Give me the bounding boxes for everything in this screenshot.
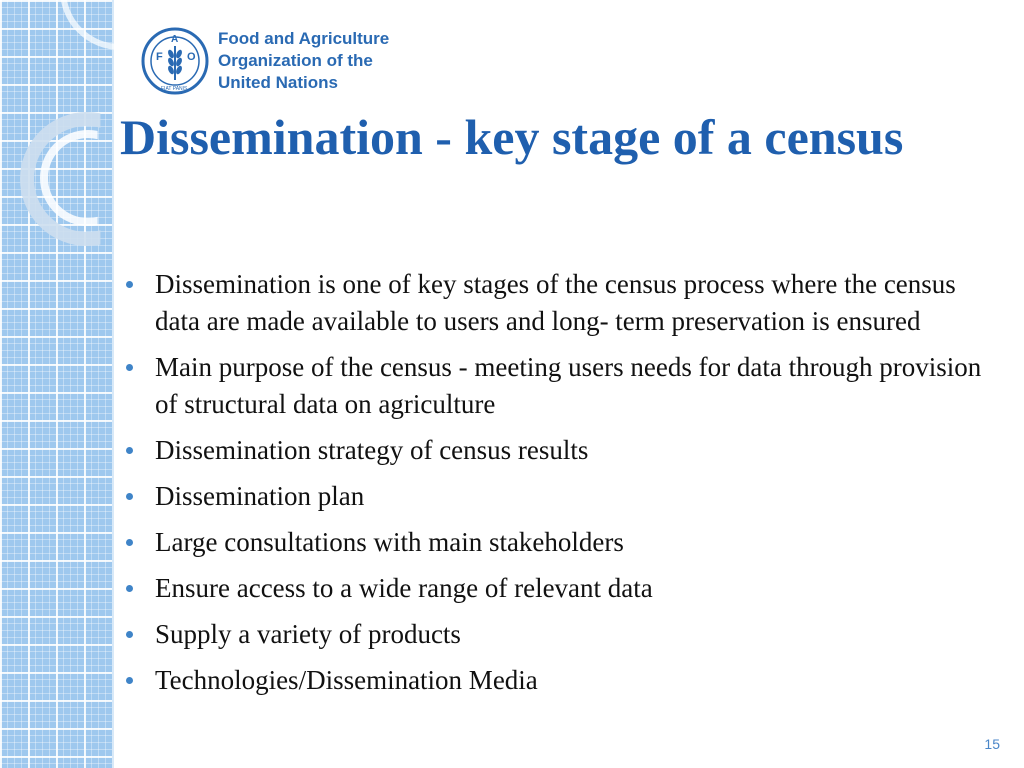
bullet-dot-icon: [126, 677, 133, 684]
list-item: [126, 662, 1006, 699]
bullet-text: Large consultations with main stakeholders: [155, 527, 624, 557]
side-strip-edge: [112, 0, 114, 768]
fao-logo-text: [218, 28, 389, 94]
list-item: [126, 570, 1006, 607]
list-item: [126, 616, 1006, 653]
logo-line-3: United Nations: [218, 73, 338, 92]
bullet-dot-icon: [126, 631, 133, 638]
bullet-dot-icon: [126, 493, 133, 500]
list-item: [126, 524, 1006, 561]
bullet-text: Dissemination is one of key stages of the census process where the census data are made available to users and long- term preservation is ensured: [155, 269, 956, 336]
slide-title: Dissemination - key stage of a census: [120, 109, 904, 165]
bullet-dot-icon: [126, 364, 133, 371]
emblem-motto: FIAT PANIS: [161, 86, 188, 92]
bullet-text: Technologies/Dissemination Media: [155, 665, 538, 695]
logo-line-1: Food and Agriculture: [218, 29, 390, 48]
bullet-dot-icon: [126, 539, 133, 546]
fao-logo: [140, 26, 389, 96]
bullet-dot-icon: [126, 585, 133, 592]
bullet-dot-icon: [126, 447, 133, 454]
bullet-list: [126, 266, 1006, 708]
list-item: [126, 266, 1006, 340]
bullet-text: Main purpose of the census - meeting users needs for data through provision of structural data on agriculture: [155, 352, 982, 419]
fao-emblem-icon: [140, 26, 210, 96]
emblem-letter-a: A: [171, 34, 179, 45]
list-item: [126, 478, 1006, 515]
bullet-text: Supply a variety of products: [155, 619, 461, 649]
emblem-letter-f: F: [156, 51, 163, 63]
bullet-text: Ensure access to a wide range of relevant data: [155, 573, 653, 603]
list-item: [126, 432, 1006, 469]
bullet-text: Dissemination strategy of census results: [155, 435, 589, 465]
emblem-letter-o: O: [187, 51, 196, 63]
list-item: [126, 349, 1006, 423]
logo-line-2: Organization of the: [218, 51, 373, 70]
bullet-dot-icon: [126, 281, 133, 288]
bullet-text: Dissemination plan: [155, 481, 365, 511]
slide-number: 15: [984, 736, 1000, 752]
